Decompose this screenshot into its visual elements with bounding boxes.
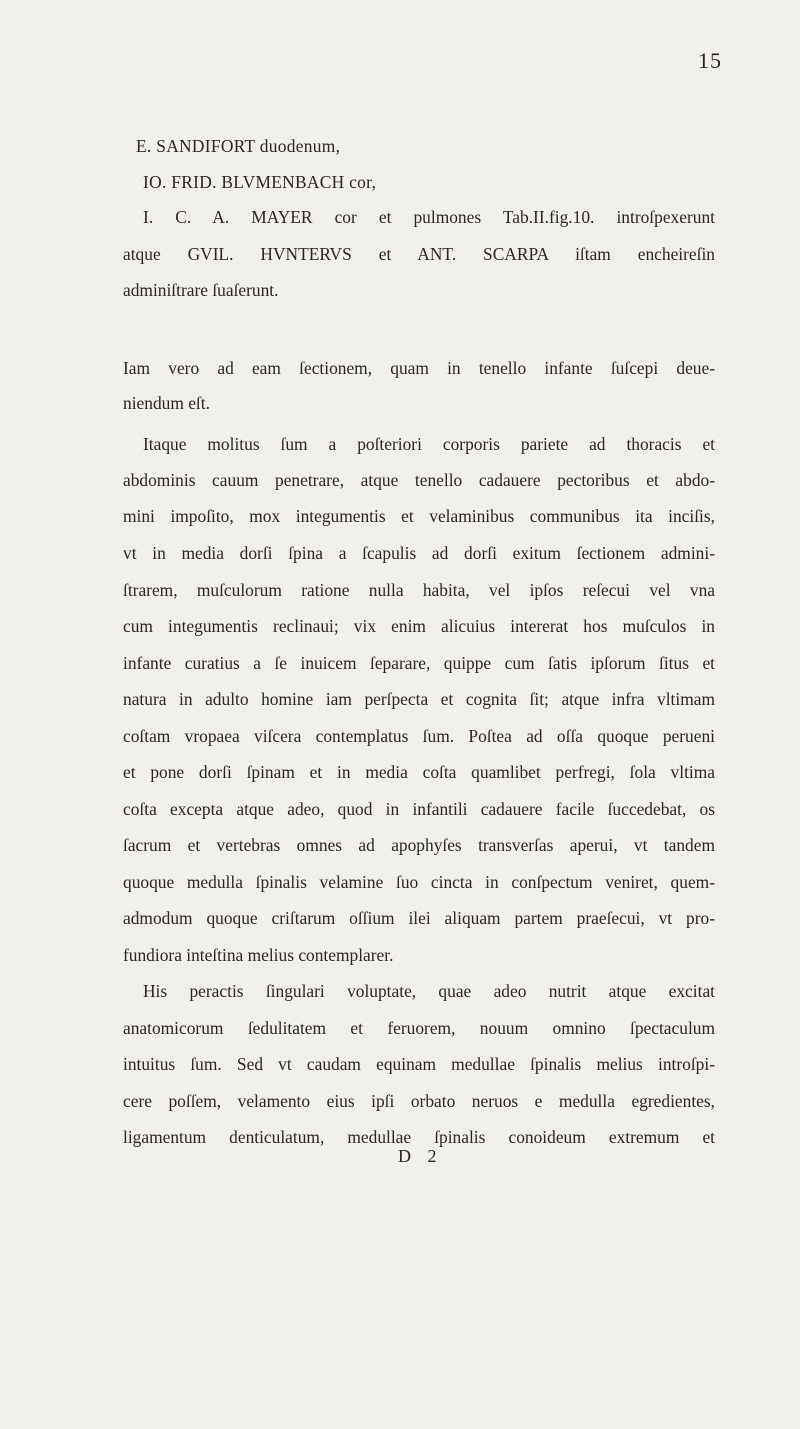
paragraph-start: Itaque molitus ſum a poſteriori corporis pariete ad thoracis et [143,434,715,454]
text-line: cum integumentis reclinaui; vix enim alicuius intererat hos muſculos in [123,616,715,636]
text-line: intuitus ſum. Sed vt caudam equinam medullae ſpinalis melius introſpi- [123,1054,715,1074]
text-line: vt in media dorſi ſpina a ſcapulis ad dorſi exitum ſectionem admini- [123,543,715,563]
text-line: infante curatius a ſe inuicem ſeparare, quippe cum ſatis ipſorum ſitus et [123,653,715,673]
page-number: 15 [698,48,722,73]
text-line: ligamentum denticulatum, medullae ſpinalis conoideum extremum et [123,1127,715,1147]
text-line: coſta excepta atque adeo, quod in infantili cadauere facile ſuccedebat, os [123,799,715,819]
list-line-blumenbach: IO. FRID. BLVMENBACH cor, [143,172,377,192]
text-line: quoque medulla ſpinalis velamine ſuo cincta in conſpectum veniret, quem- [123,872,715,892]
text-line: atque GVIL. HVNTERVS et ANT. SCARPA iſtam encheireſin [123,244,715,264]
text-line: fundiora inteſtina melius contemplarer. [123,945,394,965]
paragraph-start: His peractis ſingulari voluptate, quae adeo nutrit atque excitat [143,981,715,1001]
text-line: ſacrum et vertebras omnes ad apophyſes transverſas aperui, vt tandem [123,835,715,855]
text-line: cere poſſem, velamento eius ipſi orbato neruos e medulla egredientes, [123,1091,715,1111]
text-line: mini impoſito, mox integumentis et velaminibus communibus ita inciſis, [123,506,715,526]
list-line-sandifort: E. SANDIFORT duodenum, [136,136,341,156]
text-line: niendum eſt. [123,393,210,413]
text-line: abdominis cauum penetrare, atque tenello cadauere pectoribus et abdo- [123,470,715,490]
text-line: coſtam vropaea viſcera contemplatus ſum. Poſtea ad oſſa quoque perueni [123,726,715,746]
signature-mark: D 2 [398,1146,443,1166]
text-line: ſtrarem, muſculorum ratione nulla habita, vel ipſos reſecui vel vna [123,580,715,600]
paragraph-start: Iam vero ad eam ſectionem, quam in tenello infante ſuſcepi deue- [123,358,715,378]
list-line-mayer: I. C. A. MAYER cor et pulmones Tab.II.fig.10. introſpexerunt [143,207,715,227]
text-line: adminiſtrare ſuaſerunt. [123,280,279,300]
text-line: et pone dorſi ſpinam et in media coſta quamlibet perfregi, ſola vltima [123,762,715,782]
text-line: admodum quoque criſtarum oſſium ilei aliquam partem praeſecui, vt pro- [123,908,715,928]
text-line: anatomicorum ſedulitatem et feruorem, nouum omnino ſpectaculum [123,1018,715,1038]
text-line: natura in adulto homine iam perſpecta et cognita ſit; atque infra vltimam [123,689,715,709]
